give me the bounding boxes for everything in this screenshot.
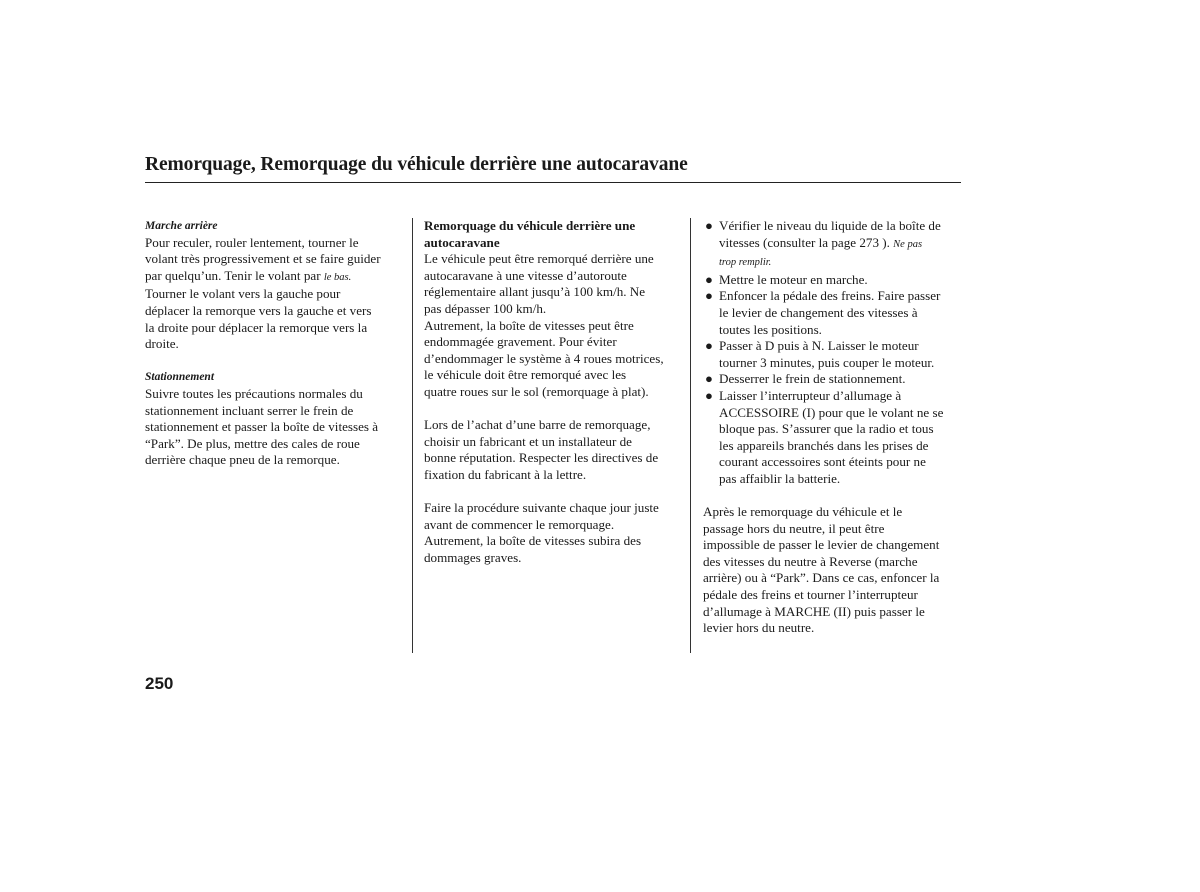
text-line: réglementaire allant jusqu’à 100 km/h. Ne	[424, 284, 646, 300]
column-2	[424, 218, 686, 566]
heading-line: autocaravane	[424, 234, 500, 250]
text-line: bonne réputation. Respecter les directives de	[424, 450, 659, 466]
text-line: impossible de passer le levier de changement	[703, 537, 940, 553]
column-1	[145, 218, 407, 469]
list-item	[703, 288, 965, 338]
bullet-icon: ●	[705, 338, 713, 354]
text-line: quatre roues sur le sol (remorquage à plat).	[424, 383, 649, 399]
text-line: la droite pour déplacer la remorque vers la	[145, 319, 368, 335]
italic-emphasis: Ne pas	[893, 238, 923, 250]
heading-marche-arriere: Marche arrière	[145, 220, 218, 232]
text-line: Tourner le volant vers la gauche pour	[145, 286, 341, 302]
text-line: Après le remorquage du véhicule et le	[703, 504, 903, 520]
text-line: des vitesses du neutre à Reverse (marche	[703, 553, 918, 569]
text-line: droite.	[145, 336, 179, 352]
text-line: arrière) ou à “Park”. Dans ce cas, enfoncer la	[703, 570, 940, 586]
text-line: tourner 3 minutes, puis couper le moteur.	[719, 354, 935, 370]
text-line: déplacer la remorque vers la gauche et vers	[145, 302, 372, 318]
list-item	[703, 388, 965, 488]
text-line: Passer à D puis à N. Laisser le moteur	[719, 338, 919, 354]
page-title: Remorquage, Remorquage du véhicule derrière une autocaravane	[145, 154, 688, 175]
text-line: Mettre le moteur en marche.	[719, 271, 868, 287]
text-line: stationnement incluant serrer le frein de	[145, 402, 354, 418]
list-item	[703, 371, 965, 388]
text-line: pas affaiblir la batterie.	[719, 470, 841, 486]
column-3	[703, 218, 965, 637]
text-line: le levier de changement des vitesses à	[719, 304, 918, 320]
bullet-icon: ●	[705, 288, 713, 304]
text-line: avant de commencer le remorquage.	[424, 516, 615, 532]
paragraph-vitesse	[424, 251, 686, 400]
text-line: d’allumage à MARCHE (II) puis passer le	[703, 603, 925, 619]
text-line: choisir un fabricant et un installateur de	[424, 433, 632, 449]
text-line: les appareils branchés dans les prises de	[719, 437, 929, 453]
text-line: endommagée gravement. Pour éviter	[424, 334, 617, 350]
text-line: le véhicule doit être remorqué avec les	[424, 367, 627, 383]
bullet-icon: ●	[705, 371, 713, 387]
text-line: Vérifier le niveau du liquide de la boîte de	[719, 218, 941, 233]
paragraph-stationnement	[145, 386, 407, 469]
text-line: Suivre toutes les précautions normales du	[145, 385, 363, 401]
text-line: Pour reculer, rouler lentement, tourner le	[145, 234, 359, 250]
heading-remorquage-autocaravane	[424, 218, 686, 251]
text-line: Desserrer le frein de stationnement.	[719, 371, 906, 387]
text-line: derrière chaque pneu de la remorque.	[145, 452, 340, 468]
text-line: Enfoncer la pédale des freins. Faire passer	[719, 288, 941, 304]
text-line: courant accessoires sont éteints pour ne	[719, 454, 926, 470]
list-item	[703, 218, 965, 272]
text-line: ACCESSOIRE (I) pour que le volant ne se	[719, 404, 944, 420]
paragraph-apres-remorquage	[703, 504, 965, 637]
text-line: Faire la procédure suivante chaque jour juste	[424, 500, 659, 516]
title-divider	[145, 182, 961, 183]
paragraph-barre-remorquage	[424, 417, 686, 483]
text-line: volant très progressivement et se faire guider	[145, 251, 381, 267]
text-line: bloque pas. S’assurer que la radio et tous	[719, 421, 934, 437]
text-line: Laisser l’interrupteur d’allumage à	[719, 387, 902, 403]
text-line: dommages graves.	[424, 549, 522, 565]
text-line: toutes les positions.	[719, 321, 822, 337]
bullet-icon: ●	[705, 387, 713, 403]
text-line: fixation du fabricant à la lettre.	[424, 466, 587, 482]
italic-emphasis: le bas.	[323, 271, 352, 283]
paragraph-procedure	[424, 500, 686, 566]
bullet-icon: ●	[705, 271, 713, 287]
column-divider-1	[412, 218, 413, 653]
text-line: vitesses (consulter la page 273 ).	[719, 234, 894, 250]
text-line: passage hors du neutre, il peut être	[703, 520, 885, 536]
list-item	[703, 272, 965, 289]
list-item	[703, 338, 965, 371]
text-line: d’endommager le système à 4 roues motrices,	[424, 350, 664, 366]
text-line: “Park”. De plus, mettre des cales de roue	[145, 435, 360, 451]
column-divider-2	[690, 218, 691, 653]
text-line: stationnement et passer la boîte de vitesses à	[145, 419, 379, 435]
text-line: Autrement, la boîte de vitesses subira des	[424, 533, 642, 549]
text-line: par quelqu’un. Tenir le volant par	[145, 267, 324, 283]
paragraph-marche-arriere	[145, 235, 407, 353]
text-line: autocaravane à une vitesse d’autoroute	[424, 267, 627, 283]
italic-emphasis: trop remplir.	[719, 257, 772, 269]
heading-line: Remorquage du véhicule derrière une	[424, 218, 636, 233]
heading-stationnement: Stationnement	[145, 371, 215, 384]
text-line: levier hors du neutre.	[703, 620, 815, 636]
text-line: Autrement, la boîte de vitesses peut être	[424, 317, 634, 333]
page-number: 250	[145, 674, 174, 693]
text-line: Le véhicule peut être remorqué derrière une	[424, 251, 654, 267]
text-line: Lors de l’achat d’une barre de remorquage,	[424, 417, 651, 433]
procedure-list	[703, 218, 965, 488]
text-line: pas dépasser 100 km/h.	[424, 300, 547, 316]
text-line: pédale des freins et tourner l’interrupteur	[703, 587, 918, 603]
bullet-icon: ●	[705, 218, 713, 233]
